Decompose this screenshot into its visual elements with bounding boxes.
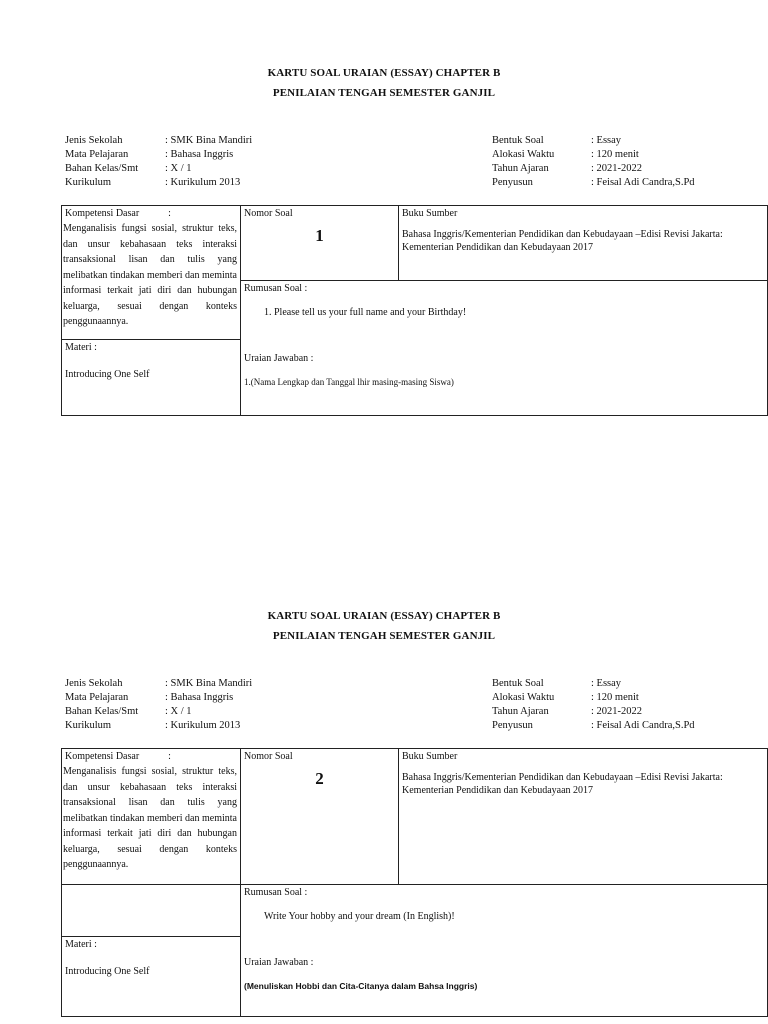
buku-text: Bahasa Inggris/Kementerian Pendidikan dan Kebudayaan –Edisi Revisi Jakarta: Kementerian Pendidikan dan Kebudayaan 2017 <box>402 229 723 253</box>
meta-label: Alokasi Waktu <box>492 149 555 160</box>
meta-value: : Kurikulum 2013 <box>165 177 241 188</box>
meta-label: Kurikulum <box>65 177 112 188</box>
kd-colon: : <box>168 751 171 762</box>
meta-value: : Feisal Adi Candra,S.Pd <box>591 720 695 731</box>
meta-value: : Feisal Adi Candra,S.Pd <box>591 177 695 188</box>
question-text: 1. Please tell us your full name and your Birthday! <box>264 307 467 318</box>
card-title: KARTU SOAL URAIAN (ESSAY) CHAPTER B <box>267 610 501 622</box>
kd-colon: : <box>168 208 171 219</box>
meta-label: Jenis Sekolah <box>65 135 123 146</box>
materi-cell <box>62 937 241 1017</box>
meta-label: Alokasi Waktu <box>492 692 555 703</box>
meta-value: : X / 1 <box>165 163 192 174</box>
meta-label: Tahun Ajaran <box>492 706 549 717</box>
question-card-table <box>61 748 768 1017</box>
answer-text: (Menuliskan Hobbi dan Cita-Citanya dalam Bahsa Inggris) <box>244 981 478 991</box>
question-number: 1 <box>315 226 324 245</box>
rumusan-soal-cell <box>241 885 768 1017</box>
meta-label: Jenis Sekolah <box>65 678 123 689</box>
materi-cell <box>62 340 241 416</box>
meta-value: : SMK Bina Mandiri <box>165 135 253 146</box>
kd-text: Menganalisis fungsi sosial, struktur teks, dan unsur kebahasaan teks interaksi transaksional lisan dan tulis yang melibatkan tindakan memberi dan meminta informasi terkait jati diri dan hubungan keluarga, sesuai dengan konteks penggunaannya. <box>63 766 237 870</box>
meta-value: : Bahasa Inggris <box>165 692 234 703</box>
buku-sumber-cell <box>399 206 768 281</box>
meta-label: Mata Pelajaran <box>65 149 129 160</box>
nomor-label: Nomor Soal <box>244 751 293 762</box>
meta-value: : 120 menit <box>591 692 639 703</box>
meta-value: : Kurikulum 2013 <box>165 720 241 731</box>
meta-label: Bahan Kelas/Smt <box>65 163 139 174</box>
kompetensi-dasar-cell <box>62 206 241 340</box>
meta-value: : Bahasa Inggris <box>165 149 234 160</box>
meta-value: : 120 menit <box>591 149 639 160</box>
buku-sumber-cell <box>399 749 768 885</box>
kd-label: Kompetensi Dasar <box>65 208 140 219</box>
buku-text: Bahasa Inggris/Kementerian Pendidikan dan Kebudayaan –Edisi Revisi Jakarta: Kementerian Pendidikan dan Kebudayaan 2017 <box>402 772 723 796</box>
meta-label: Penyusun <box>492 720 533 731</box>
meta-value: : Essay <box>591 678 622 689</box>
buku-label: Buku Sumber <box>402 208 458 219</box>
buku-label: Buku Sumber <box>402 751 458 762</box>
meta-value: : SMK Bina Mandiri <box>165 678 253 689</box>
nomor-soal-cell <box>241 206 399 281</box>
nomor-soal-cell <box>241 749 399 885</box>
kompetensi-dasar-cell <box>62 749 241 885</box>
materi-text: Introducing One Self <box>65 966 150 977</box>
meta-label: Penyusun <box>492 177 533 188</box>
card-subtitle: PENILAIAN TENGAH SEMESTER GANJIL <box>272 87 496 99</box>
meta-value: : 2021-2022 <box>591 706 643 717</box>
meta-label: Bahan Kelas/Smt <box>65 706 139 717</box>
uraian-label: Uraian Jawaban : <box>244 957 314 968</box>
answer-text: 1.(Nama Lengkap dan Tanggal lhir masing-masing Siswa) <box>244 377 454 387</box>
meta-value: : Essay <box>591 135 622 146</box>
empty-cell <box>62 885 241 937</box>
meta-label: Tahun Ajaran <box>492 163 549 174</box>
nomor-label: Nomor Soal <box>244 208 293 219</box>
meta-label: Bentuk Soal <box>492 678 544 689</box>
rumusan-soal-cell <box>241 281 768 416</box>
meta-value: : 2021-2022 <box>591 163 643 174</box>
meta-value: : X / 1 <box>165 706 192 717</box>
materi-label: Materi : <box>65 939 97 950</box>
meta-label: Bentuk Soal <box>492 135 544 146</box>
card-title: KARTU SOAL URAIAN (ESSAY) CHAPTER B <box>267 67 501 79</box>
meta-label: Mata Pelajaran <box>65 692 129 703</box>
question-text: Write Your hobby and your dream (In English)! <box>264 911 455 922</box>
card-subtitle: PENILAIAN TENGAH SEMESTER GANJIL <box>272 630 496 642</box>
meta-label: Kurikulum <box>65 720 112 731</box>
question-card-table <box>61 205 768 416</box>
kd-text: Menganalisis fungsi sosial, struktur teks, dan unsur kebahasaan teks interaksi transaksional lisan dan tulis yang melibatkan tindakan memberi dan meminta informasi terkait jati diri dan hubungan keluarga, sesuai dengan konteks penggunaannya. <box>63 223 237 327</box>
materi-text: Introducing One Self <box>65 369 150 380</box>
uraian-label: Uraian Jawaban : <box>244 353 314 364</box>
materi-label: Materi : <box>65 342 97 353</box>
kd-label: Kompetensi Dasar <box>65 751 140 762</box>
rumusan-label: Rumusan Soal : <box>244 283 308 294</box>
question-number: 2 <box>315 769 324 788</box>
rumusan-label: Rumusan Soal : <box>244 887 308 898</box>
